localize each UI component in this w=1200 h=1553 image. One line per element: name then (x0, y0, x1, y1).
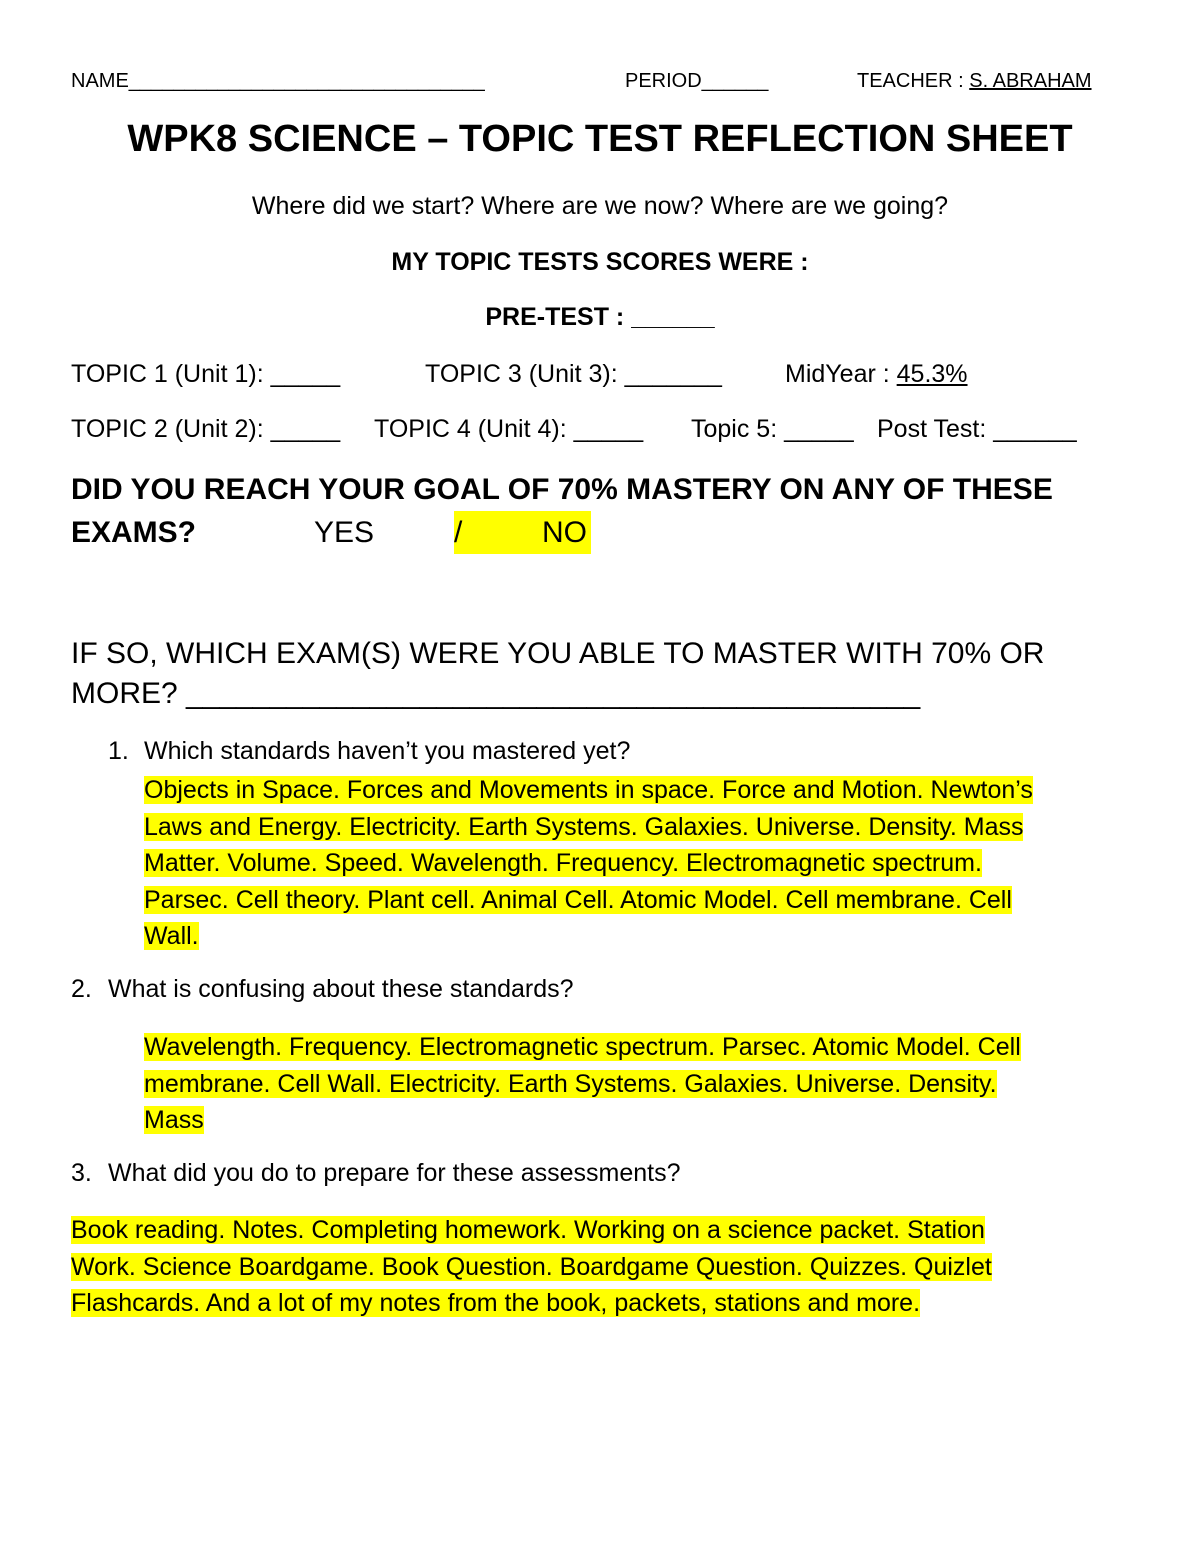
answer-3 (71, 1212, 992, 1322)
answer-1-line: Wall. (144, 922, 199, 950)
posttest-score: Post Test: ______ (877, 415, 1077, 443)
answer-1-line: Parsec. Cell theory. Plant cell. Animal Cell. Atomic Model. Cell membrane. Cell (144, 885, 1012, 914)
question-2-number: 2. (71, 975, 92, 1003)
question-3-number: 3. (71, 1159, 92, 1187)
if-so-line-2: MORE? ____________________________________________ (71, 677, 921, 710)
teacher-name: S. ABRAHAM (969, 70, 1092, 92)
goal-yes-option[interactable]: YES (314, 516, 375, 549)
answer-2-line: Wavelength. Frequency. Electromagnetic spectrum. Parsec. Atomic Model. Cell (144, 1033, 1021, 1061)
scores-heading: MY TOPIC TESTS SCORES WERE : (391, 248, 809, 276)
goal-question (71, 468, 1131, 554)
answer-1-line: Laws and Energy. Electricity. Earth Systems. Galaxies. Universe. Density. Mass (144, 812, 1024, 841)
goal-slash: / (454, 516, 463, 549)
answer-2-line: Mass (144, 1106, 204, 1134)
topic5-score: Topic 5: _____ (691, 415, 854, 443)
answer-3-line: Flashcards. And a lot of my notes from the book, packets, stations and more. (71, 1289, 921, 1317)
answer-1-line: Matter. Volume. Speed. Wavelength. Frequency. Electromagnetic spectrum. (144, 849, 982, 877)
answer-3-line: Book reading. Notes. Completing homework. Working on a science packet. Station (71, 1216, 985, 1244)
topic2-score: TOPIC 2 (Unit 2): _____ (71, 415, 341, 443)
answer-1-line: Objects in Space. Forces and Movements in space. Force and Motion. Newton’s (144, 776, 1033, 804)
page-title: WPK8 SCIENCE – TOPIC TEST REFLECTION SHEET (127, 118, 1073, 160)
teacher-label (857, 70, 1092, 93)
midyear-value: 45.3% (896, 360, 968, 388)
if-so-question (71, 634, 1131, 714)
if-so-blank[interactable]: ____________________________________________ (186, 677, 921, 710)
teacher-prefix: TEACHER : (857, 70, 970, 92)
goal-line-2 (71, 511, 1131, 554)
answer-3-line: Work. Science Boardgame. Book Question. Boardgame Question. Quizzes. Quizlet (71, 1252, 992, 1281)
question-1-text: Which standards haven’t you mastered yet? (144, 737, 631, 765)
midyear-score (785, 360, 968, 389)
midyear-label: MidYear : (785, 360, 897, 388)
pretest-score: PRE-TEST : ______ (485, 303, 715, 331)
answer-1 (144, 772, 1033, 955)
goal-answer-highlight (454, 511, 591, 554)
period-field[interactable]: PERIOD______ (625, 70, 769, 92)
if-so-line-1: IF SO, WHICH EXAM(S) WERE YOU ABLE TO MASTER WITH 70% OR (71, 637, 1045, 670)
topic1-score: TOPIC 1 (Unit 1): _____ (71, 360, 341, 388)
answer-2-line: membrane. Cell Wall. Electricity. Earth Systems. Galaxies. Universe. Density. (144, 1069, 997, 1098)
topic3-score: TOPIC 3 (Unit 3): _______ (425, 360, 722, 388)
goal-exams-word: EXAMS? (71, 516, 197, 549)
question-2-text: What is confusing about these standards? (108, 975, 574, 1003)
topic4-score: TOPIC 4 (Unit 4): _____ (374, 415, 644, 443)
goal-line-1: DID YOU REACH YOUR GOAL OF 70% MASTERY ON ANY OF THESE (71, 473, 1053, 506)
answer-2 (144, 1029, 1021, 1139)
question-1-number: 1. (108, 737, 129, 765)
page-subtitle: Where did we start? Where are we now? Where are we going? (251, 192, 949, 220)
question-3-text: What did you do to prepare for these assessments? (108, 1159, 681, 1187)
goal-no-option[interactable]: NO (542, 516, 587, 549)
name-field[interactable]: NAME________________________________ (71, 70, 485, 92)
